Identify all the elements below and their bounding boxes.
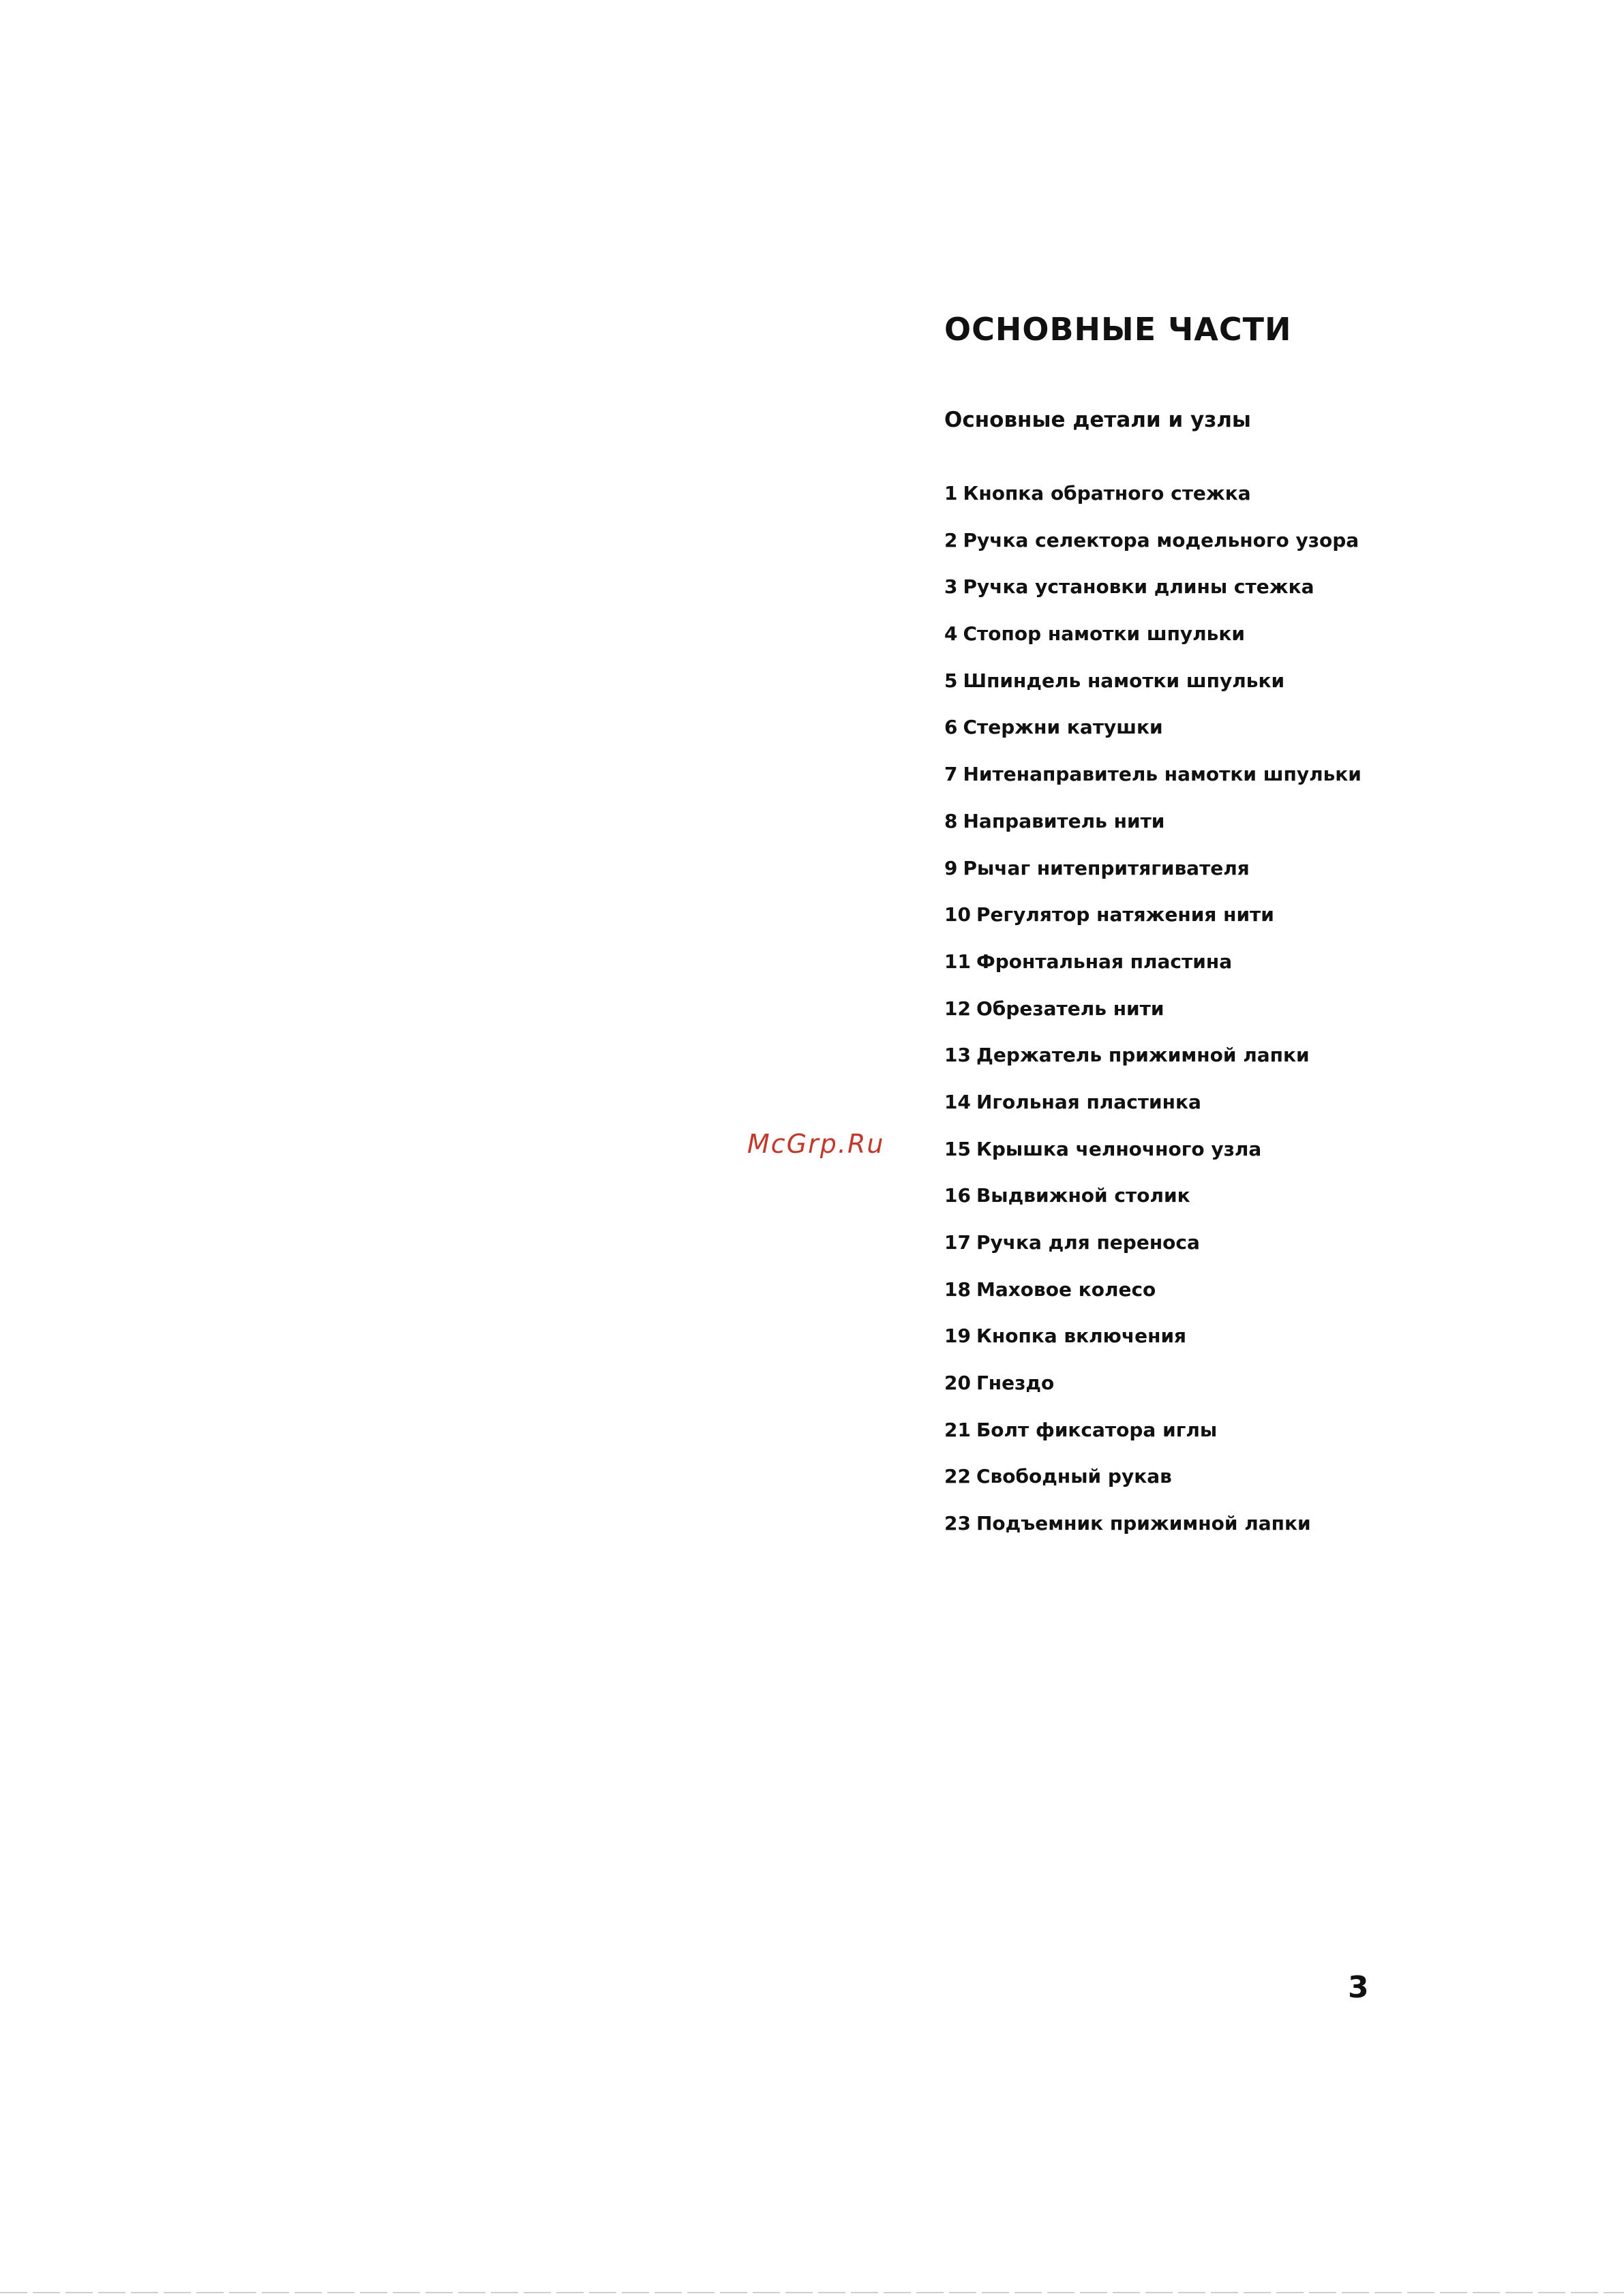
item-label: Рычаг нитепритягивателя bbox=[963, 856, 1250, 879]
item-label: Ручка для переноса bbox=[976, 1231, 1200, 1254]
item-number: 12 bbox=[944, 997, 971, 1020]
item-number: 13 bbox=[944, 1044, 971, 1067]
item-label: Фронтальная пластина bbox=[976, 950, 1233, 973]
item-number: 19 bbox=[944, 1325, 971, 1348]
item-label: Выдвижной столик bbox=[976, 1184, 1190, 1207]
list-item bbox=[944, 761, 1362, 808]
item-label: Крышка челночного узла bbox=[976, 1137, 1262, 1160]
list-item bbox=[944, 1417, 1362, 1464]
item-label: Болт фиксатора иглы bbox=[976, 1418, 1218, 1441]
section-subtitle: Основные детали и узлы bbox=[944, 408, 1251, 432]
list-item bbox=[944, 714, 1362, 761]
item-label: Игольная пластинка bbox=[976, 1090, 1201, 1113]
item-number: 14 bbox=[944, 1090, 971, 1113]
item-label: Ручка селектора модельного узора bbox=[963, 528, 1359, 552]
page-number: 3 bbox=[1348, 1970, 1369, 2005]
item-label: Нитенаправитель намотки шпульки bbox=[963, 763, 1362, 786]
item-label: Гнездо bbox=[976, 1372, 1055, 1395]
item-number: 18 bbox=[944, 1278, 971, 1301]
item-label: Стопор намотки шпульки bbox=[963, 622, 1246, 646]
item-number: 6 bbox=[944, 716, 958, 739]
watermark-link[interactable]: McGrp.Ru bbox=[747, 1129, 885, 1159]
item-number: 8 bbox=[944, 809, 958, 832]
item-number: 20 bbox=[944, 1372, 971, 1395]
list-item bbox=[944, 1229, 1362, 1276]
list-item bbox=[944, 995, 1362, 1042]
list-item bbox=[944, 1463, 1362, 1510]
list-item bbox=[944, 667, 1362, 714]
item-label: Направитель нити bbox=[963, 809, 1165, 832]
list-item bbox=[944, 808, 1362, 855]
item-number: 16 bbox=[944, 1184, 971, 1207]
item-label: Шпиндель намотки шпульки bbox=[963, 669, 1285, 692]
list-item bbox=[944, 1323, 1362, 1370]
item-number: 1 bbox=[944, 482, 958, 504]
item-label: Кнопка обратного стежка bbox=[963, 482, 1251, 504]
item-number: 5 bbox=[944, 669, 958, 692]
list-item bbox=[944, 527, 1362, 574]
item-number: 9 bbox=[944, 856, 958, 879]
item-label: Ручка установки длины стежка bbox=[963, 575, 1314, 599]
parts-list bbox=[944, 480, 1362, 1557]
list-item bbox=[944, 1182, 1362, 1229]
list-item bbox=[944, 855, 1362, 902]
item-label: Обрезатель нити bbox=[976, 997, 1164, 1020]
item-number: 23 bbox=[944, 1512, 971, 1535]
list-item bbox=[944, 573, 1362, 620]
page-title: ОСНОВНЫЕ ЧАСТИ bbox=[944, 311, 1292, 348]
item-label: Стержни катушки bbox=[963, 716, 1163, 739]
item-number: 3 bbox=[944, 575, 958, 599]
item-number: 22 bbox=[944, 1465, 971, 1488]
list-item bbox=[944, 1510, 1362, 1557]
item-label: Свободный рукав bbox=[976, 1465, 1172, 1488]
item-number: 21 bbox=[944, 1418, 971, 1441]
list-item bbox=[944, 1089, 1362, 1136]
item-number: 17 bbox=[944, 1231, 971, 1254]
list-item bbox=[944, 1276, 1362, 1323]
item-label: Регулятор натяжения нити bbox=[976, 903, 1274, 926]
list-item bbox=[944, 480, 1362, 527]
item-label: Маховое колесо bbox=[976, 1278, 1156, 1301]
item-number: 4 bbox=[944, 622, 958, 646]
list-item bbox=[944, 1136, 1362, 1183]
item-label: Подъемник прижимной лапки bbox=[976, 1512, 1311, 1535]
item-number: 15 bbox=[944, 1137, 971, 1160]
item-number: 11 bbox=[944, 950, 971, 973]
item-number: 10 bbox=[944, 903, 971, 926]
list-item bbox=[944, 948, 1362, 995]
item-number: 7 bbox=[944, 763, 958, 786]
list-item bbox=[944, 1042, 1362, 1089]
item-label: Держатель прижимной лапки bbox=[976, 1044, 1310, 1067]
item-number: 2 bbox=[944, 528, 958, 552]
list-item bbox=[944, 620, 1362, 667]
item-label: Кнопка включения bbox=[976, 1325, 1187, 1348]
list-item bbox=[944, 901, 1362, 948]
list-item bbox=[944, 1370, 1362, 1417]
bottom-divider bbox=[0, 2292, 1624, 2293]
